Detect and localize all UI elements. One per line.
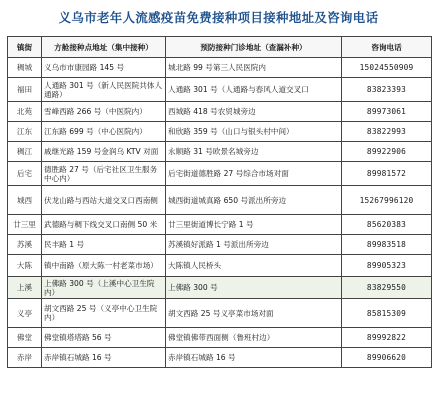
- town-cell: 上溪: [8, 277, 42, 299]
- site-cell: 赤岸镇石城路 16 号: [42, 348, 166, 368]
- phone-cell: 15267996120: [342, 186, 432, 215]
- phone-cell: 89973061: [342, 102, 432, 122]
- clinic-cell: 和欣路 359 号（山口与银头村中间）: [166, 122, 342, 142]
- table-row: [8, 215, 432, 235]
- table-row: [8, 348, 432, 368]
- site-cell: 上佛路 300 号（上溪中心卫生院内）: [42, 277, 166, 299]
- clinic-cell: 永顺路 31 号欧景名城旁边: [166, 142, 342, 162]
- table-row: [8, 78, 432, 102]
- town-cell: 北苑: [8, 102, 42, 122]
- site-cell: 民丰路 1 号: [42, 235, 166, 255]
- town-cell: 稠城: [8, 58, 42, 78]
- site-cell: 人通路 301 号（新人民医院共体人通路）: [42, 78, 166, 102]
- town-cell: 廿三里: [8, 215, 42, 235]
- clinic-cell: 大陈镇人民桥头: [166, 255, 342, 277]
- table-row: [8, 142, 432, 162]
- site-cell: 佛堂镇塔塔路 56 号: [42, 328, 166, 348]
- town-cell: 后宅: [8, 162, 42, 186]
- clinic-cell: 后宅街道德胜路 27 号综合市场对面: [166, 162, 342, 186]
- phone-cell: 89906620: [342, 348, 432, 368]
- clinic-cell: 城西街道城真路 650 号派出所旁边: [166, 186, 342, 215]
- clinic-cell: 佛堂镇佛带西面侧（鲁班村边）: [166, 328, 342, 348]
- table-row: [8, 58, 432, 78]
- clinic-cell: 人通路 301 号（人通路与春风人道交叉口: [166, 78, 342, 102]
- clinic-cell: 苏溪镇好派路 1 号派出所旁边: [166, 235, 342, 255]
- site-cell: 义乌市市康园路 145 号: [42, 58, 166, 78]
- town-cell: 佛堂: [8, 328, 42, 348]
- vaccination-sites-table: [7, 36, 432, 368]
- page-title: 义乌市老年人流感疫苗免费接种项目接种地址及咨询电话: [58, 10, 379, 25]
- table-row: [8, 122, 432, 142]
- phone-cell: 89905323: [342, 255, 432, 277]
- phone-cell: 83823393: [342, 78, 432, 102]
- table-row: [8, 277, 432, 299]
- phone-cell: 85620383: [342, 215, 432, 235]
- table-row: [8, 235, 432, 255]
- town-cell: 苏溪: [8, 235, 42, 255]
- header-site: 方舱接种点地址（集中接种）: [42, 37, 166, 58]
- header-town: 镇街: [8, 37, 42, 58]
- table-row: [8, 299, 432, 328]
- clinic-cell: 上佛路 300 号: [166, 277, 342, 299]
- header-clinic: 预防接种门诊地址（查漏补种）: [166, 37, 342, 58]
- phone-cell: 85815309: [342, 299, 432, 328]
- site-cell: 胡文西路 25 号（义亭中心卫生院内）: [42, 299, 166, 328]
- table-row: [8, 162, 432, 186]
- clinic-cell: 廿三里街道博长宁路 1 号: [166, 215, 342, 235]
- phone-cell: 89983518: [342, 235, 432, 255]
- table-row: [8, 186, 432, 215]
- header-phone: 咨询电话: [342, 37, 432, 58]
- phone-cell: 83829550: [342, 277, 432, 299]
- clinic-cell: 赤岸镇石城路 16 号: [166, 348, 342, 368]
- table-row: [8, 328, 432, 348]
- phone-cell: 89922906: [342, 142, 432, 162]
- phone-cell: 89981572: [342, 162, 432, 186]
- town-cell: 稠江: [8, 142, 42, 162]
- site-cell: 镇中南路（原大陈一村老菜市场）: [42, 255, 166, 277]
- table-header-row: [8, 37, 432, 58]
- site-cell: 德胜路 27 号（后宅社区卫生服务中心内）: [42, 162, 166, 186]
- table-row: [8, 102, 432, 122]
- phone-cell: 83822993: [342, 122, 432, 142]
- site-cell: 江东路 699 号（中心医院内）: [42, 122, 166, 142]
- site-cell: 戚继光路 159 号金润乌 KTV 对面: [42, 142, 166, 162]
- phone-cell: 15024550909: [342, 58, 432, 78]
- town-cell: 福田: [8, 78, 42, 102]
- town-cell: 大陈: [8, 255, 42, 277]
- phone-cell: 89992822: [342, 328, 432, 348]
- clinic-cell: 西城路 418 号农贸城旁边: [166, 102, 342, 122]
- town-cell: 赤岸: [8, 348, 42, 368]
- town-cell: 城西: [8, 186, 42, 215]
- site-cell: 雪峰西路 266 号（中医院内）: [42, 102, 166, 122]
- town-cell: 江东: [8, 122, 42, 142]
- clinic-cell: 胡文西路 25 号义亭菜市场对面: [166, 299, 342, 328]
- town-cell: 义亭: [8, 299, 42, 328]
- site-cell: 伏龙山路与西站大道交叉口西南侧: [42, 186, 166, 215]
- site-cell: 武德路与稠下线交叉口南侧 50 米: [42, 215, 166, 235]
- table-row: [8, 255, 432, 277]
- clinic-cell: 城北路 99 号第三人民医院内: [166, 58, 342, 78]
